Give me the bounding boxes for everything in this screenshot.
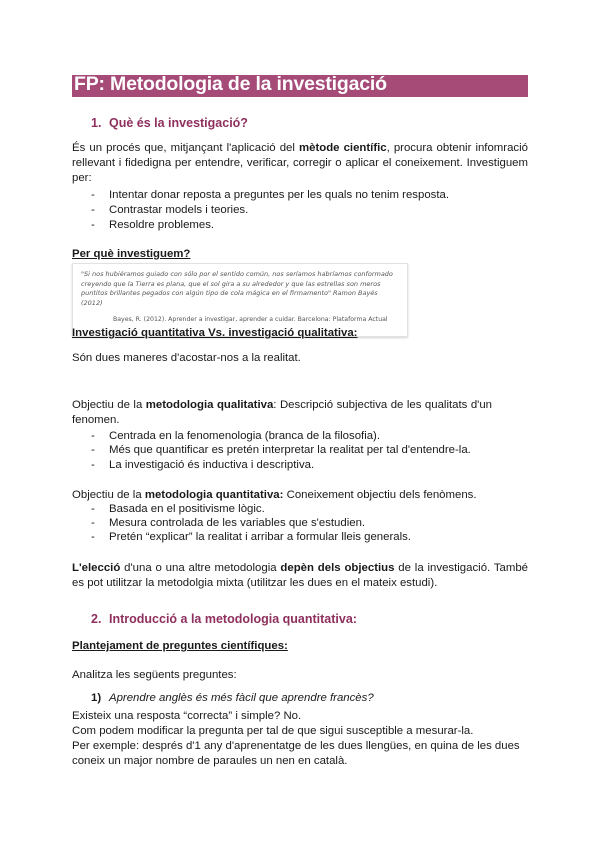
question-item bbox=[91, 692, 374, 704]
why-heading: Per què investiguem? bbox=[72, 248, 191, 260]
intro-paragraph bbox=[72, 141, 528, 186]
answer-line-4: coneix un major nombre de paraules un nen en català. bbox=[72, 755, 348, 767]
list-item bbox=[91, 444, 471, 456]
list-item-text: La investigació és inductiva i descriptiva. bbox=[109, 459, 315, 471]
list-item bbox=[91, 459, 314, 471]
qualitative-paragraph bbox=[72, 398, 492, 428]
two-ways-text: Són dues maneres d'acostar-nos a la realitat. bbox=[72, 352, 301, 364]
list-item bbox=[91, 503, 265, 515]
page-title: FP: Metodologia de la investigació bbox=[74, 73, 387, 95]
question-text: Aprendre anglès és més fàcil que aprendre francès? bbox=[109, 692, 374, 704]
quant-after: Coneixement objectiu dels fenòmens. bbox=[283, 489, 477, 501]
bullet-dash: - bbox=[91, 503, 95, 515]
choice-paragraph bbox=[72, 561, 528, 591]
list-item-text: Pretén “explicar” la realitat i arribar a formular lleis generals. bbox=[109, 531, 411, 543]
list-item-text: Mesura controlada de les variables que s'estudien. bbox=[109, 517, 366, 529]
bullet-dash: - bbox=[91, 189, 95, 201]
questions-heading: Plantejament de preguntes científiques: bbox=[72, 640, 288, 652]
section-1-number: 1. bbox=[91, 116, 102, 130]
answer-line-2: Com podem modificar la pregunta per tal de que sigui susceptible a mesurar-la. bbox=[72, 725, 474, 737]
quantitative-paragraph bbox=[72, 488, 477, 503]
list-item-text: Centrada en la fenomenologia (branca de la filosofia). bbox=[109, 430, 381, 442]
qual-bold: metodologia qualitativa bbox=[145, 399, 274, 411]
bullet-dash: - bbox=[91, 444, 95, 456]
list-item-text: Més que quantificar es pretén interpretar la realitat per tal d'entendre-la. bbox=[109, 444, 471, 456]
vs-heading: Investigació quantitativa Vs. investigació qualitativa: bbox=[72, 327, 358, 339]
choice-after: de la investigació. També es pot utilitzar la metodolgia mixta (utilitzar les dues en el mateix estudi). bbox=[72, 562, 529, 589]
quant-bold: metodologia quantitativa: bbox=[144, 489, 284, 501]
bullet-dash: - bbox=[91, 531, 95, 543]
list-item-text: Basada en el positivisme lògic. bbox=[109, 503, 265, 515]
intro-text-end: , procura obtenir infomració rellevant i fidedigna per entendre, verificar, corregir o aplicar el coneixement. Investiguem per: bbox=[72, 142, 528, 184]
answer-line-1: Existeix una resposta “correcta” i simple? No. bbox=[72, 710, 302, 722]
section-1-heading bbox=[91, 116, 248, 130]
list-item-text: Contrastar models i teories. bbox=[109, 204, 249, 216]
choice-bold-2: depèn dels objectius bbox=[280, 562, 395, 574]
bullet-dash: - bbox=[91, 219, 95, 231]
quote-text: "Si nos hubiéramos guiado con sólo por el sentido común, nos seríamos habríamos conformado creyendo que la Tierra es plana, que el sol gira a su alrededor y que las estrellas son meros puntitos brillantes pegados con algún tipo de cola mágica en el firmamento" Ramon Bayés (2012) bbox=[81, 270, 393, 307]
bullet-dash: - bbox=[91, 459, 95, 471]
qual-after: : Descripció subjectiva de les qualitats d'un fenomen. bbox=[72, 399, 492, 426]
bullet-dash: - bbox=[91, 430, 95, 442]
question-number: 1) bbox=[91, 692, 102, 704]
intro-text-start: És un procés que, mitjançant l'aplicació del bbox=[72, 142, 299, 154]
list-item bbox=[91, 204, 248, 216]
list-item-text: Intentar donar reposta a preguntes per les quals no tenim resposta. bbox=[109, 189, 450, 201]
list-item bbox=[91, 517, 365, 529]
answer-line-3: Per exemple: després d'1 any d'aprenentatge de les dues llengües, en quina de les dues bbox=[72, 740, 520, 752]
list-item bbox=[91, 531, 411, 543]
list-item bbox=[91, 430, 380, 442]
choice-mid: d'una o una altre metodologia bbox=[120, 562, 281, 574]
intro-bold-term: mètode científic bbox=[298, 142, 387, 154]
qual-pre: Objectiu de la bbox=[72, 399, 146, 411]
list-item bbox=[91, 219, 214, 231]
quant-pre: Objectiu de la bbox=[72, 489, 145, 501]
bullet-dash: - bbox=[91, 204, 95, 216]
quote-image bbox=[72, 263, 408, 337]
list-item-text: Resoldre problemes. bbox=[109, 219, 215, 231]
section-1-title: Què és la investigació? bbox=[109, 116, 248, 130]
section-2-heading bbox=[91, 612, 357, 626]
section-2-title: Introducció a la metodologia quantitativa: bbox=[109, 612, 357, 626]
list-item bbox=[91, 189, 449, 201]
choice-bold-1: L'elecció bbox=[72, 562, 121, 574]
analyze-text: Analitza les següents preguntes: bbox=[72, 669, 237, 681]
bullet-dash: - bbox=[91, 517, 95, 529]
quote-reference: Bayes, R. (2012). Aprender a investigar, aprender a cuidar. Barcelona: Plataforma Actual bbox=[113, 316, 388, 323]
section-2-number: 2. bbox=[91, 612, 102, 626]
